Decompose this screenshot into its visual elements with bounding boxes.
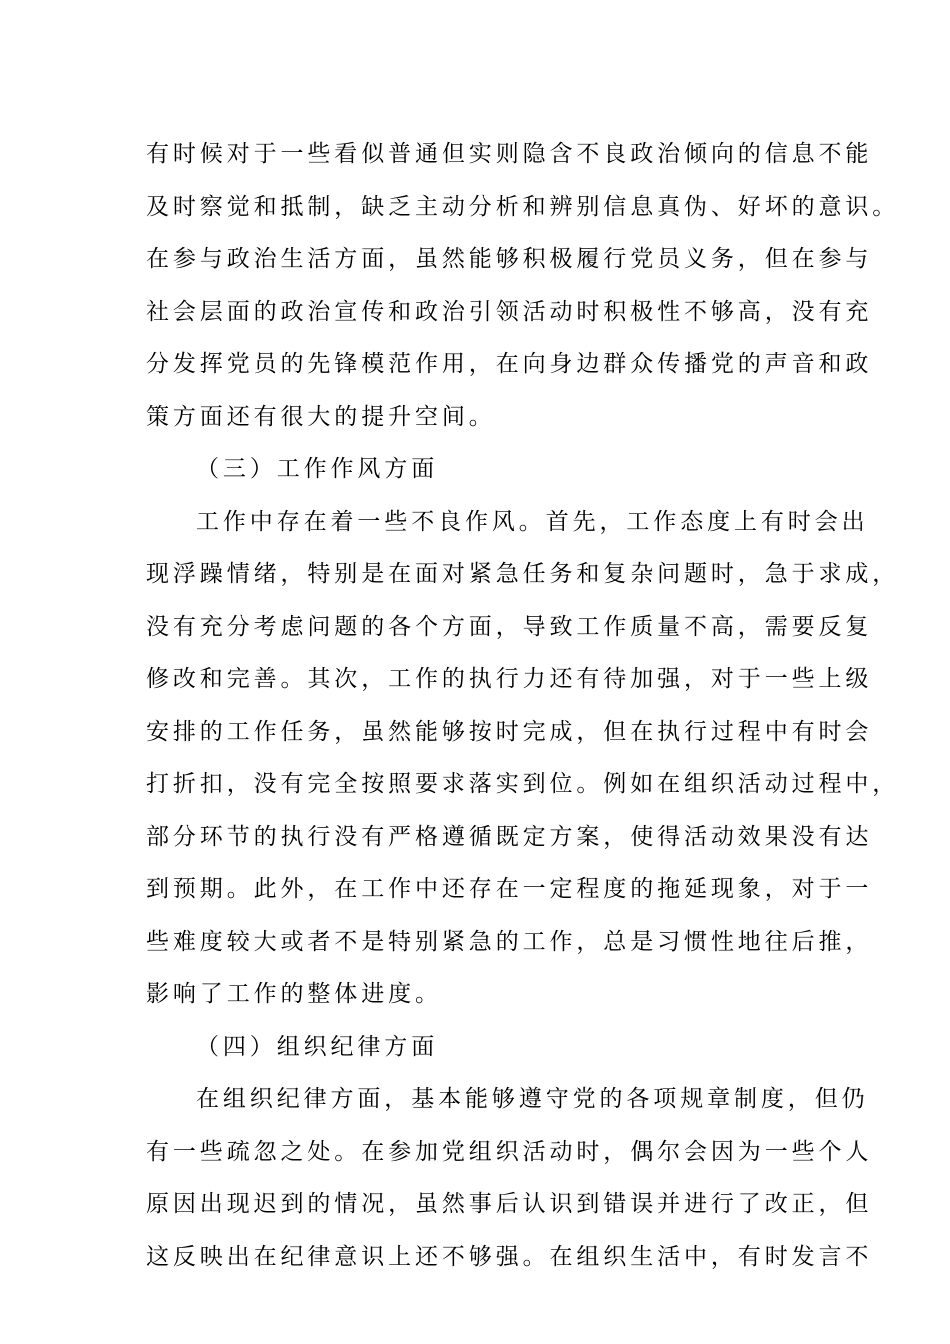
body-line: 社会层面的政治宣传和政治引领活动时积极性不够高，没有充 xyxy=(146,298,873,325)
paragraph-first-line: 在组织纪律方面，基本能够遵守党的各项规章制度，但仍 xyxy=(196,1086,869,1112)
body-line: 及时察觉和抵制，缺乏主动分析和辨别信息真伪、好坏的意识。 xyxy=(146,193,900,220)
body-line: 到预期。此外，在工作中还存在一定程度的拖延现象，对于一 xyxy=(146,876,873,902)
body-line: 影响了工作的整体进度。 xyxy=(146,981,442,1007)
section-heading-discipline: （四）组织纪律方面 xyxy=(196,1033,439,1060)
body-line: 原因出现迟到的情况，虽然事后认识到错误并进行了改正，但 xyxy=(146,1191,873,1217)
body-line: 在参与政治生活方面，虽然能够积极履行党员义务，但在参与 xyxy=(146,246,873,272)
body-line: 分发挥党员的先锋模范作用，在向身边群众传播党的声音和政 xyxy=(146,351,873,377)
body-line: 些难度较大或者不是特别紧急的工作，总是习惯性地往后推， xyxy=(146,928,873,955)
body-line: 现浮躁情绪，特别是在面对紧急任务和复杂问题时，急于求成， xyxy=(146,561,900,587)
body-line: 策方面还有很大的提升空间。 xyxy=(146,403,496,430)
body-line: 修改和完善。其次，工作的执行力还有待加强，对于一些上级 xyxy=(146,666,873,692)
document-body xyxy=(146,128,900,1283)
paragraph-first-line: 工作中存在着一些不良作风。首先，工作态度上有时会出 xyxy=(196,508,869,535)
body-line: 打折扣，没有完全按照要求落实到位。例如在组织活动过程中， xyxy=(146,771,900,797)
body-line: 没有充分考虑问题的各个方面，导致工作质量不高，需要反复 xyxy=(146,613,873,640)
body-line: 这反映出在纪律意识上还不够强。在组织生活中，有时发言不 xyxy=(146,1243,873,1270)
body-line: 部分环节的执行没有严格遵循既定方案，使得活动效果没有达 xyxy=(146,823,873,850)
body-line: 有时候对于一些看似普通但实则隐含不良政治倾向的信息不能 xyxy=(146,141,873,167)
section-heading-work-style: （三）工作作风方面 xyxy=(196,456,439,482)
body-line: 有一些疏忽之处。在参加党组织活动时，偶尔会因为一些个人 xyxy=(146,1138,873,1165)
body-line: 安排的工作任务，虽然能够按时完成，但在执行过程中有时会 xyxy=(146,718,873,745)
